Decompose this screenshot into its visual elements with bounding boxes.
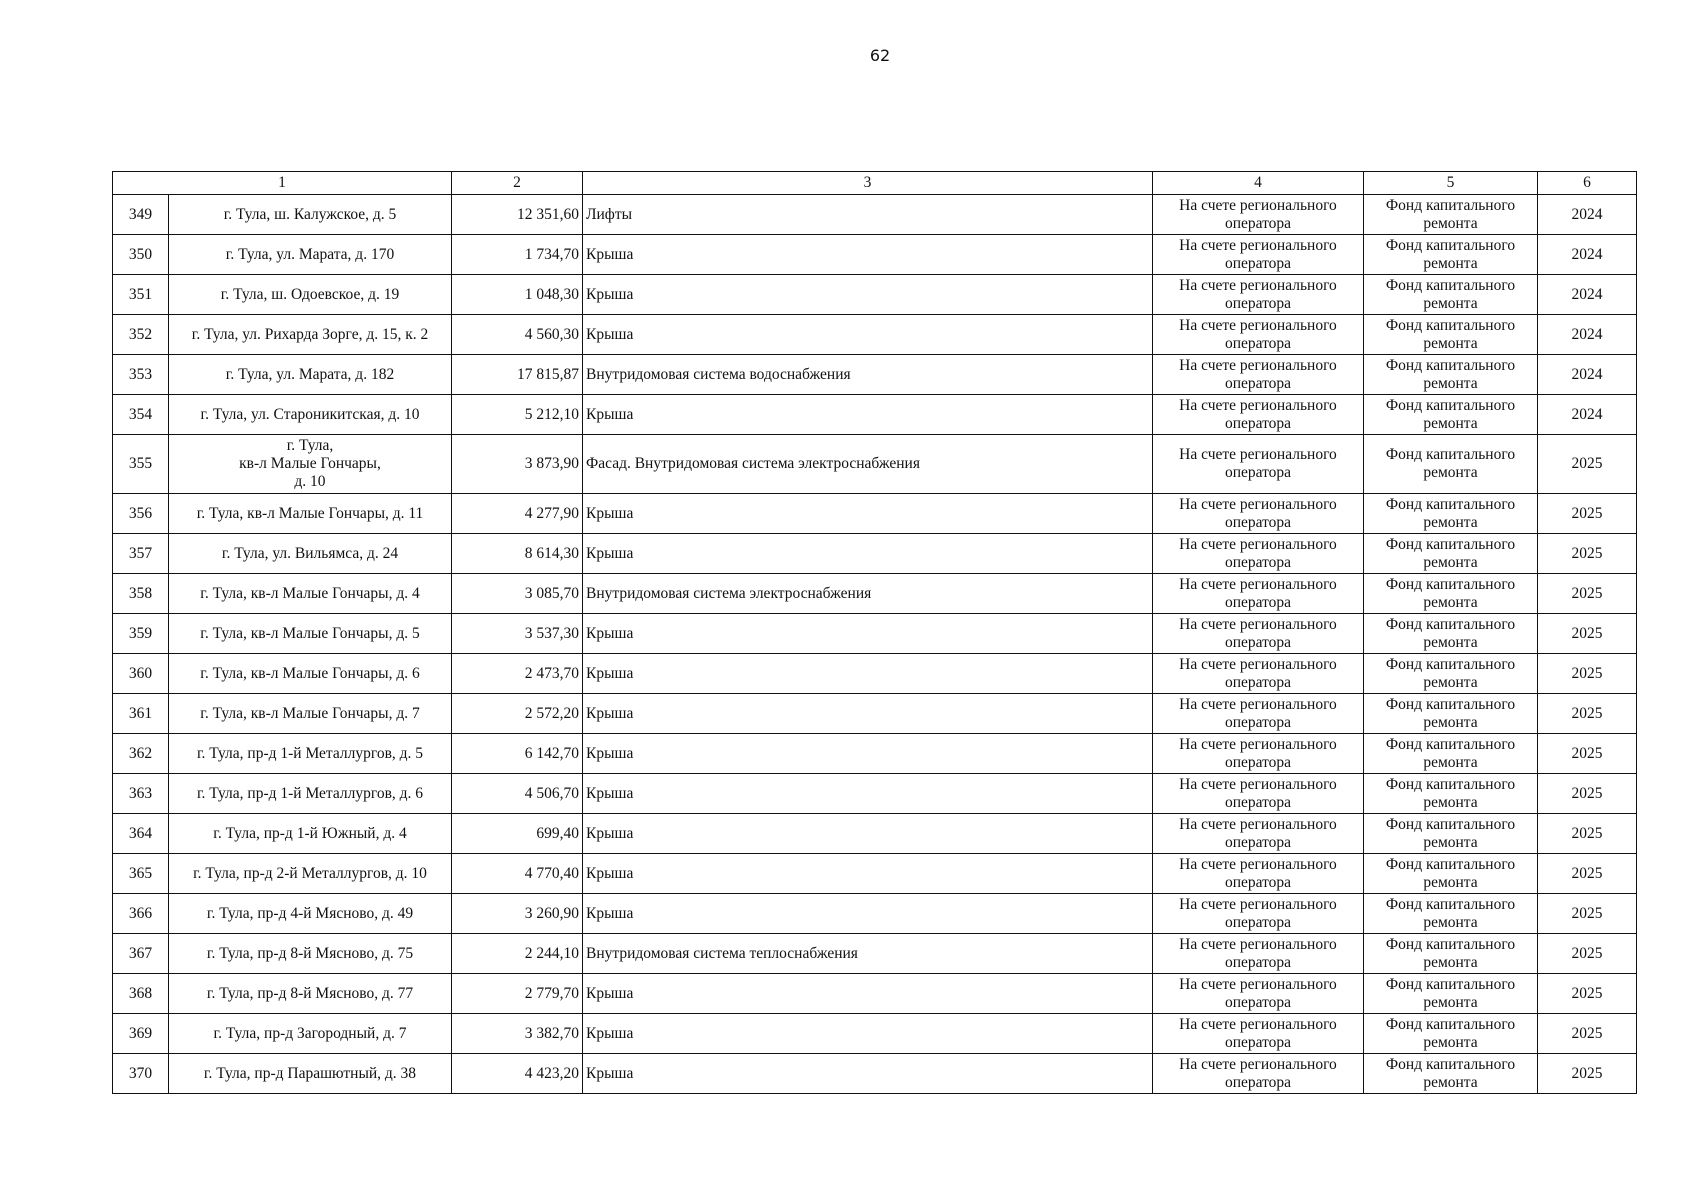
table-row: [113, 974, 1637, 1014]
fund-cell: Фонд капитального ремонта: [1364, 814, 1538, 854]
year-cell: 2025: [1538, 574, 1637, 614]
fund-cell: Фонд капитального ремонта: [1364, 435, 1538, 494]
address-cell: г. Тула, ул. Марата, д. 170: [169, 235, 452, 275]
table-row: [113, 534, 1637, 574]
table-row: [113, 195, 1637, 235]
account-cell: На счете регионального оператора: [1153, 814, 1364, 854]
table-row: [113, 734, 1637, 774]
table-row: [113, 315, 1637, 355]
year-cell: 2025: [1538, 654, 1637, 694]
table-row: [113, 774, 1637, 814]
year-cell: 2025: [1538, 814, 1637, 854]
account-cell: На счете регионального оператора: [1153, 355, 1364, 395]
table-row: [113, 1054, 1637, 1094]
cost-cell: 4 277,90: [452, 494, 583, 534]
work-type-cell: Крыша: [583, 275, 1153, 315]
row-number: 365: [113, 854, 169, 894]
cost-cell: 6 142,70: [452, 734, 583, 774]
account-cell: На счете регионального оператора: [1153, 1014, 1364, 1054]
account-cell: На счете регионального оператора: [1153, 534, 1364, 574]
fund-cell: Фонд капитального ремонта: [1364, 534, 1538, 574]
address-cell: г. Тула, кв-л Малые Гончары, д. 10: [169, 435, 452, 494]
cost-cell: 3 382,70: [452, 1014, 583, 1054]
work-type-cell: Лифты: [583, 195, 1153, 235]
fund-cell: Фонд капитального ремонта: [1364, 694, 1538, 734]
table-row: [113, 614, 1637, 654]
year-cell: 2025: [1538, 894, 1637, 934]
page-number: 62: [869, 46, 891, 65]
work-type-cell: Внутридомовая система электроснабжения: [583, 574, 1153, 614]
table-row: [113, 814, 1637, 854]
address-cell: г. Тула, ул. Вильямса, д. 24: [169, 534, 452, 574]
address-cell: г. Тула, пр-д 1-й Южный, д. 4: [169, 814, 452, 854]
row-number: 357: [113, 534, 169, 574]
table-row: [113, 854, 1637, 894]
fund-cell: Фонд капитального ремонта: [1364, 235, 1538, 275]
account-cell: На счете регионального оператора: [1153, 734, 1364, 774]
cost-cell: 4 506,70: [452, 774, 583, 814]
account-cell: На счете регионального оператора: [1153, 395, 1364, 435]
year-cell: 2024: [1538, 235, 1637, 275]
row-number: 352: [113, 315, 169, 355]
row-number: 369: [113, 1014, 169, 1054]
fund-cell: Фонд капитального ремонта: [1364, 654, 1538, 694]
work-type-cell: Крыша: [583, 974, 1153, 1014]
year-cell: 2025: [1538, 934, 1637, 974]
cost-cell: 12 351,60: [452, 195, 583, 235]
header-col-2: 2: [452, 172, 583, 195]
header-col-4: 4: [1153, 172, 1364, 195]
address-cell: г. Тула, кв-л Малые Гончары, д. 7: [169, 694, 452, 734]
cost-cell: 3 085,70: [452, 574, 583, 614]
row-number: 362: [113, 734, 169, 774]
table-row: [113, 934, 1637, 974]
row-number: 363: [113, 774, 169, 814]
address-cell: г. Тула, ул. Марата, д. 182: [169, 355, 452, 395]
year-cell: 2025: [1538, 854, 1637, 894]
year-cell: 2025: [1538, 1054, 1637, 1094]
address-cell: г. Тула, пр-д 8-й Мясново, д. 75: [169, 934, 452, 974]
row-number: 350: [113, 235, 169, 275]
year-cell: 2024: [1538, 395, 1637, 435]
fund-cell: Фонд капитального ремонта: [1364, 355, 1538, 395]
year-cell: 2024: [1538, 355, 1637, 395]
table-row: [113, 494, 1637, 534]
header-col-3: 3: [583, 172, 1153, 195]
year-cell: 2025: [1538, 1014, 1637, 1054]
account-cell: На счете регионального оператора: [1153, 614, 1364, 654]
row-number: 368: [113, 974, 169, 1014]
row-number: 364: [113, 814, 169, 854]
year-cell: 2024: [1538, 195, 1637, 235]
fund-cell: Фонд капитального ремонта: [1364, 195, 1538, 235]
fund-cell: Фонд капитального ремонта: [1364, 774, 1538, 814]
address-cell: г. Тула, пр-д 2-й Металлургов, д. 10: [169, 854, 452, 894]
address-cell: г. Тула, пр-д Загородный, д. 7: [169, 1014, 452, 1054]
fund-cell: Фонд капитального ремонта: [1364, 1054, 1538, 1094]
table-row: [113, 355, 1637, 395]
table-row: [113, 574, 1637, 614]
address-cell: г. Тула, пр-д Парашютный, д. 38: [169, 1054, 452, 1094]
row-number: 361: [113, 694, 169, 734]
address-cell: г. Тула, пр-д 4-й Мясново, д. 49: [169, 894, 452, 934]
table-row: [113, 275, 1637, 315]
cost-cell: 699,40: [452, 814, 583, 854]
cost-cell: 4 770,40: [452, 854, 583, 894]
row-number: 356: [113, 494, 169, 534]
year-cell: 2025: [1538, 774, 1637, 814]
account-cell: На счете регионального оператора: [1153, 974, 1364, 1014]
account-cell: На счете регионального оператора: [1153, 934, 1364, 974]
account-cell: На счете регионального оператора: [1153, 315, 1364, 355]
work-type-cell: Крыша: [583, 894, 1153, 934]
address-cell: г. Тула, кв-л Малые Гончары, д. 6: [169, 654, 452, 694]
address-cell: г. Тула, ул. Рихарда Зорге, д. 15, к. 2: [169, 315, 452, 355]
account-cell: На счете регионального оператора: [1153, 574, 1364, 614]
address-cell: г. Тула, ш. Одоевское, д. 19: [169, 275, 452, 315]
year-cell: 2025: [1538, 435, 1637, 494]
fund-cell: Фонд капитального ремонта: [1364, 854, 1538, 894]
work-type-cell: Крыша: [583, 1014, 1153, 1054]
header-col-5: 5: [1364, 172, 1538, 195]
cost-cell: 4 423,20: [452, 1054, 583, 1094]
address-cell: г. Тула, кв-л Малые Гончары, д. 5: [169, 614, 452, 654]
year-cell: 2025: [1538, 694, 1637, 734]
account-cell: На счете регионального оператора: [1153, 195, 1364, 235]
year-cell: 2024: [1538, 275, 1637, 315]
work-type-cell: Внутридомовая система теплоснабжения: [583, 934, 1153, 974]
fund-cell: Фонд капитального ремонта: [1364, 494, 1538, 534]
cost-cell: 1 048,30: [452, 275, 583, 315]
year-cell: 2025: [1538, 734, 1637, 774]
cost-cell: 2 779,70: [452, 974, 583, 1014]
account-cell: На счете регионального оператора: [1153, 275, 1364, 315]
work-type-cell: Крыша: [583, 854, 1153, 894]
row-number: 354: [113, 395, 169, 435]
fund-cell: Фонд капитального ремонта: [1364, 974, 1538, 1014]
table-row: [113, 235, 1637, 275]
header-col-6: 6: [1538, 172, 1637, 195]
year-cell: 2024: [1538, 315, 1637, 355]
address-cell: г. Тула, пр-д 1-й Металлургов, д. 5: [169, 734, 452, 774]
row-number: 349: [113, 195, 169, 235]
work-type-cell: Крыша: [583, 235, 1153, 275]
fund-cell: Фонд капитального ремонта: [1364, 734, 1538, 774]
work-type-cell: Крыша: [583, 814, 1153, 854]
account-cell: На счете регионального оператора: [1153, 854, 1364, 894]
header-row: [113, 172, 1637, 195]
work-type-cell: Крыша: [583, 774, 1153, 814]
work-type-cell: Крыша: [583, 534, 1153, 574]
fund-cell: Фонд капитального ремонта: [1364, 894, 1538, 934]
cost-cell: 17 815,87: [452, 355, 583, 395]
address-cell: г. Тула, ш. Калужское, д. 5: [169, 195, 452, 235]
fund-cell: Фонд капитального ремонта: [1364, 574, 1538, 614]
work-type-cell: Крыша: [583, 654, 1153, 694]
address-cell: г. Тула, пр-д 8-й Мясново, д. 77: [169, 974, 452, 1014]
table-row: [113, 694, 1637, 734]
table-row: [113, 1014, 1637, 1054]
year-cell: 2025: [1538, 974, 1637, 1014]
account-cell: На счете регионального оператора: [1153, 494, 1364, 534]
work-type-cell: Крыша: [583, 734, 1153, 774]
address-cell: г. Тула, кв-л Малые Гончары, д. 11: [169, 494, 452, 534]
cost-cell: 4 560,30: [452, 315, 583, 355]
work-type-cell: Крыша: [583, 614, 1153, 654]
work-type-cell: Крыша: [583, 1054, 1153, 1094]
row-number: 358: [113, 574, 169, 614]
work-type-cell: Крыша: [583, 395, 1153, 435]
account-cell: На счете регионального оператора: [1153, 235, 1364, 275]
row-number: 370: [113, 1054, 169, 1094]
row-number: 353: [113, 355, 169, 395]
work-type-cell: Крыша: [583, 694, 1153, 734]
cost-cell: 2 473,70: [452, 654, 583, 694]
cost-cell: 5 212,10: [452, 395, 583, 435]
cost-cell: 3 260,90: [452, 894, 583, 934]
table-row: [113, 654, 1637, 694]
work-type-cell: Крыша: [583, 315, 1153, 355]
address-cell: г. Тула, пр-д 1-й Металлургов, д. 6: [169, 774, 452, 814]
cost-cell: 8 614,30: [452, 534, 583, 574]
account-cell: На счете регионального оператора: [1153, 654, 1364, 694]
row-number: 355: [113, 435, 169, 494]
cost-cell: 3 873,90: [452, 435, 583, 494]
row-number: 359: [113, 614, 169, 654]
cost-cell: 2 244,10: [452, 934, 583, 974]
row-number: 360: [113, 654, 169, 694]
table-row: [113, 395, 1637, 435]
fund-cell: Фонд капитального ремонта: [1364, 1014, 1538, 1054]
address-cell: г. Тула, кв-л Малые Гончары, д. 4: [169, 574, 452, 614]
year-cell: 2025: [1538, 494, 1637, 534]
account-cell: На счете регионального оператора: [1153, 435, 1364, 494]
account-cell: На счете регионального оператора: [1153, 694, 1364, 734]
table-body: [113, 195, 1637, 1094]
row-number: 351: [113, 275, 169, 315]
year-cell: 2025: [1538, 534, 1637, 574]
cost-cell: 2 572,20: [452, 694, 583, 734]
account-cell: На счете регионального оператора: [1153, 894, 1364, 934]
row-number: 366: [113, 894, 169, 934]
fund-cell: Фонд капитального ремонта: [1364, 934, 1538, 974]
header-col-1: 1: [113, 172, 452, 195]
row-number: 367: [113, 934, 169, 974]
account-cell: На счете регионального оператора: [1153, 774, 1364, 814]
table-row: [113, 894, 1637, 934]
year-cell: 2025: [1538, 614, 1637, 654]
account-cell: На счете регионального оператора: [1153, 1054, 1364, 1094]
repair-schedule-table: [112, 171, 1637, 1094]
work-type-cell: Крыша: [583, 494, 1153, 534]
fund-cell: Фонд капитального ремонта: [1364, 614, 1538, 654]
table-row: [113, 435, 1637, 494]
cost-cell: 3 537,30: [452, 614, 583, 654]
address-cell: г. Тула, ул. Староникитская, д. 10: [169, 395, 452, 435]
work-type-cell: Внутридомовая система водоснабжения: [583, 355, 1153, 395]
fund-cell: Фонд капитального ремонта: [1364, 315, 1538, 355]
cost-cell: 1 734,70: [452, 235, 583, 275]
work-type-cell: Фасад. Внутридомовая система электроснабжения: [583, 435, 1153, 494]
fund-cell: Фонд капитального ремонта: [1364, 395, 1538, 435]
fund-cell: Фонд капитального ремонта: [1364, 275, 1538, 315]
